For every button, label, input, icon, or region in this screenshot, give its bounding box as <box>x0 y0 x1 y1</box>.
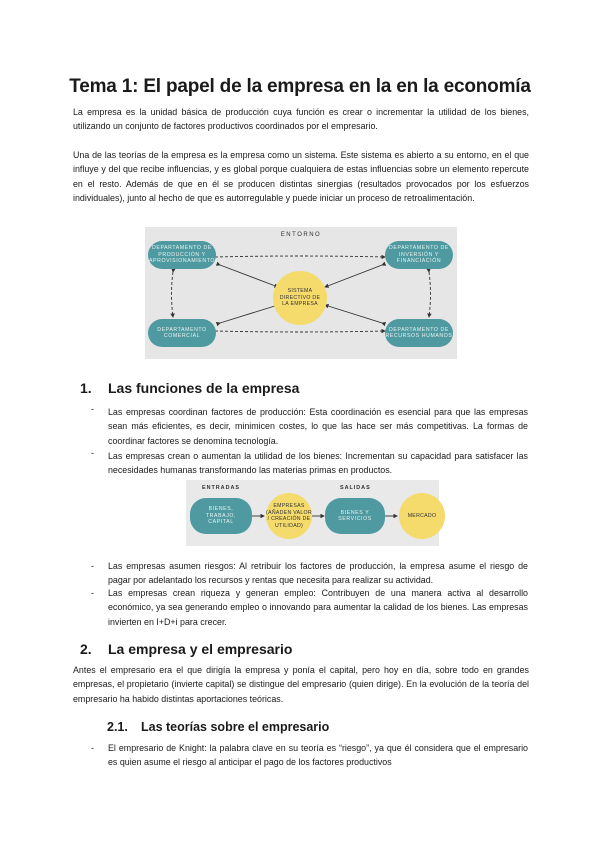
section-1-number: 1. <box>80 380 92 396</box>
intro-paragraph-1: La empresa es la unidad básica de producción cuya función es crear o incrementar la utilidad de los bienes, utilizando un conjunto de factores productivos coordinados por el empresario. <box>73 107 529 132</box>
section-2-1-bullet-1: El empresario de Knight: la palabra clave en su teoría es “riesgo”, ya que él considera que el empresario es quien asume el riesgo al anticipar el pago de los factores productivos <box>108 743 528 768</box>
intro-paragraph-2: Una de las teorías de la empresa es la empresa como un sistema. Este sistema es abierto a su entorno, en el que influye y del que recibe influencias, y es global porque cualquiera de estas influencias sobre un elemento repercute en el resto. Además de que en él se producen distintas sinergias (resultados provocados por los esfuerzos individuales), junto al hecho de que es autorregulable y puede iniciar un proceso de retroalimentación. <box>73 150 529 204</box>
section-1-bullet-4: Las empresas crean riqueza y generan empleo: Contribuyen de una manera activa al desarrollo económico, ya sea generando empleo o innovando para aumentar la calidad de los bienes. Las empresas invierten en I+D+i para crecer. <box>108 588 528 627</box>
section-1-bullet-2: Las empresas crean o aumentan la utilidad de los bienes: Incrementan su capacidad para satisfacer las necesidades humanas transformando las materias primas en productos. <box>108 451 528 476</box>
bullet-dash: - <box>91 743 94 753</box>
system-diagram <box>145 227 457 359</box>
arrow-right <box>429 272 431 317</box>
section-2-paragraph: Antes el empresario era el que dirigía la empresa y ponía el capital, pero hoy en día, sobre todo en grandes empresas, el propietario (invierte capital) se distingue del empresario (quien dirige). En la evolución de la teoría del empresario ha habido distintas aportaciones teóricas. <box>73 665 529 704</box>
node-directive-system: SISTEMA DIRECTIVO DE LA EMPRESA <box>273 271 327 325</box>
flow-entradas-label: ENTRADAS <box>202 485 240 491</box>
section-1-bullet-3: Las empresas asumen riesgos: Al retribuir los factores de producción, la empresa asume el riesgo de pagar por adelantado los recursos y rentas que necesita para realizar su actividad. <box>108 561 528 586</box>
diagram-entorno-label: ENTORNO <box>280 232 322 238</box>
flow-output-node: BIENES Y SERVICIOS <box>325 498 385 534</box>
section-1-title: Las funciones de la empresa <box>108 380 300 396</box>
section-2-title: La empresa y el empresario <box>108 641 293 657</box>
arrow-diag-br <box>325 305 382 323</box>
bullet-dash: - <box>91 404 94 414</box>
arrow-bottom <box>215 331 385 332</box>
section-2-number: 2. <box>80 641 92 657</box>
section-2-1-heading <box>107 720 329 734</box>
section-2-1-number: 2.1. <box>107 720 128 734</box>
node-production: DEPARTAMENTO DE PRODUCCIÓN Y APROVISIONAMIENTO <box>148 241 216 269</box>
node-commercial: DEPARTAMENTO COMERCIAL <box>148 319 216 347</box>
section-2-heading <box>80 641 292 657</box>
flow-process-node: EMPRESAS (AÑADEN VALOR / CREACIÓN DE UTILIDAD) <box>266 493 312 539</box>
section-1-heading <box>80 380 299 396</box>
arrow-left <box>172 272 174 317</box>
arrow-top <box>215 256 385 257</box>
arrow-diag-tl <box>220 265 278 287</box>
arrow-diag-bl <box>220 305 278 323</box>
section-1-bullet-1: Las empresas coordinan factores de producción: Esta coordinación es esencial para que las empresas sean más eficientes, es decir, minimicen costes, lo que las hace ser más competitivas. La formas de coordinar factores se denomina tecnología. <box>108 407 528 446</box>
bullet-dash: - <box>91 561 94 571</box>
page-title: Tema 1: El papel de la empresa en la en la economía <box>69 76 531 97</box>
flow-final-node: MERCADO <box>399 493 445 539</box>
bullet-dash: - <box>91 588 94 598</box>
flow-diagram <box>186 480 439 546</box>
node-finance: DEPARTAMENTO DE INVERSIÓN Y FINANCIACIÓN <box>385 241 453 269</box>
node-hr: DEPARTAMENTO DE RECURSOS HUMANOS <box>385 319 453 347</box>
flow-salidas-label: SALIDAS <box>340 485 371 491</box>
section-2-1-title: Las teorías sobre el empresario <box>141 720 330 734</box>
bullet-dash: - <box>91 448 94 458</box>
flow-input-node: BIENES, TRABAJO, CAPITAL <box>190 498 252 534</box>
arrow-diag-tr <box>325 265 382 287</box>
